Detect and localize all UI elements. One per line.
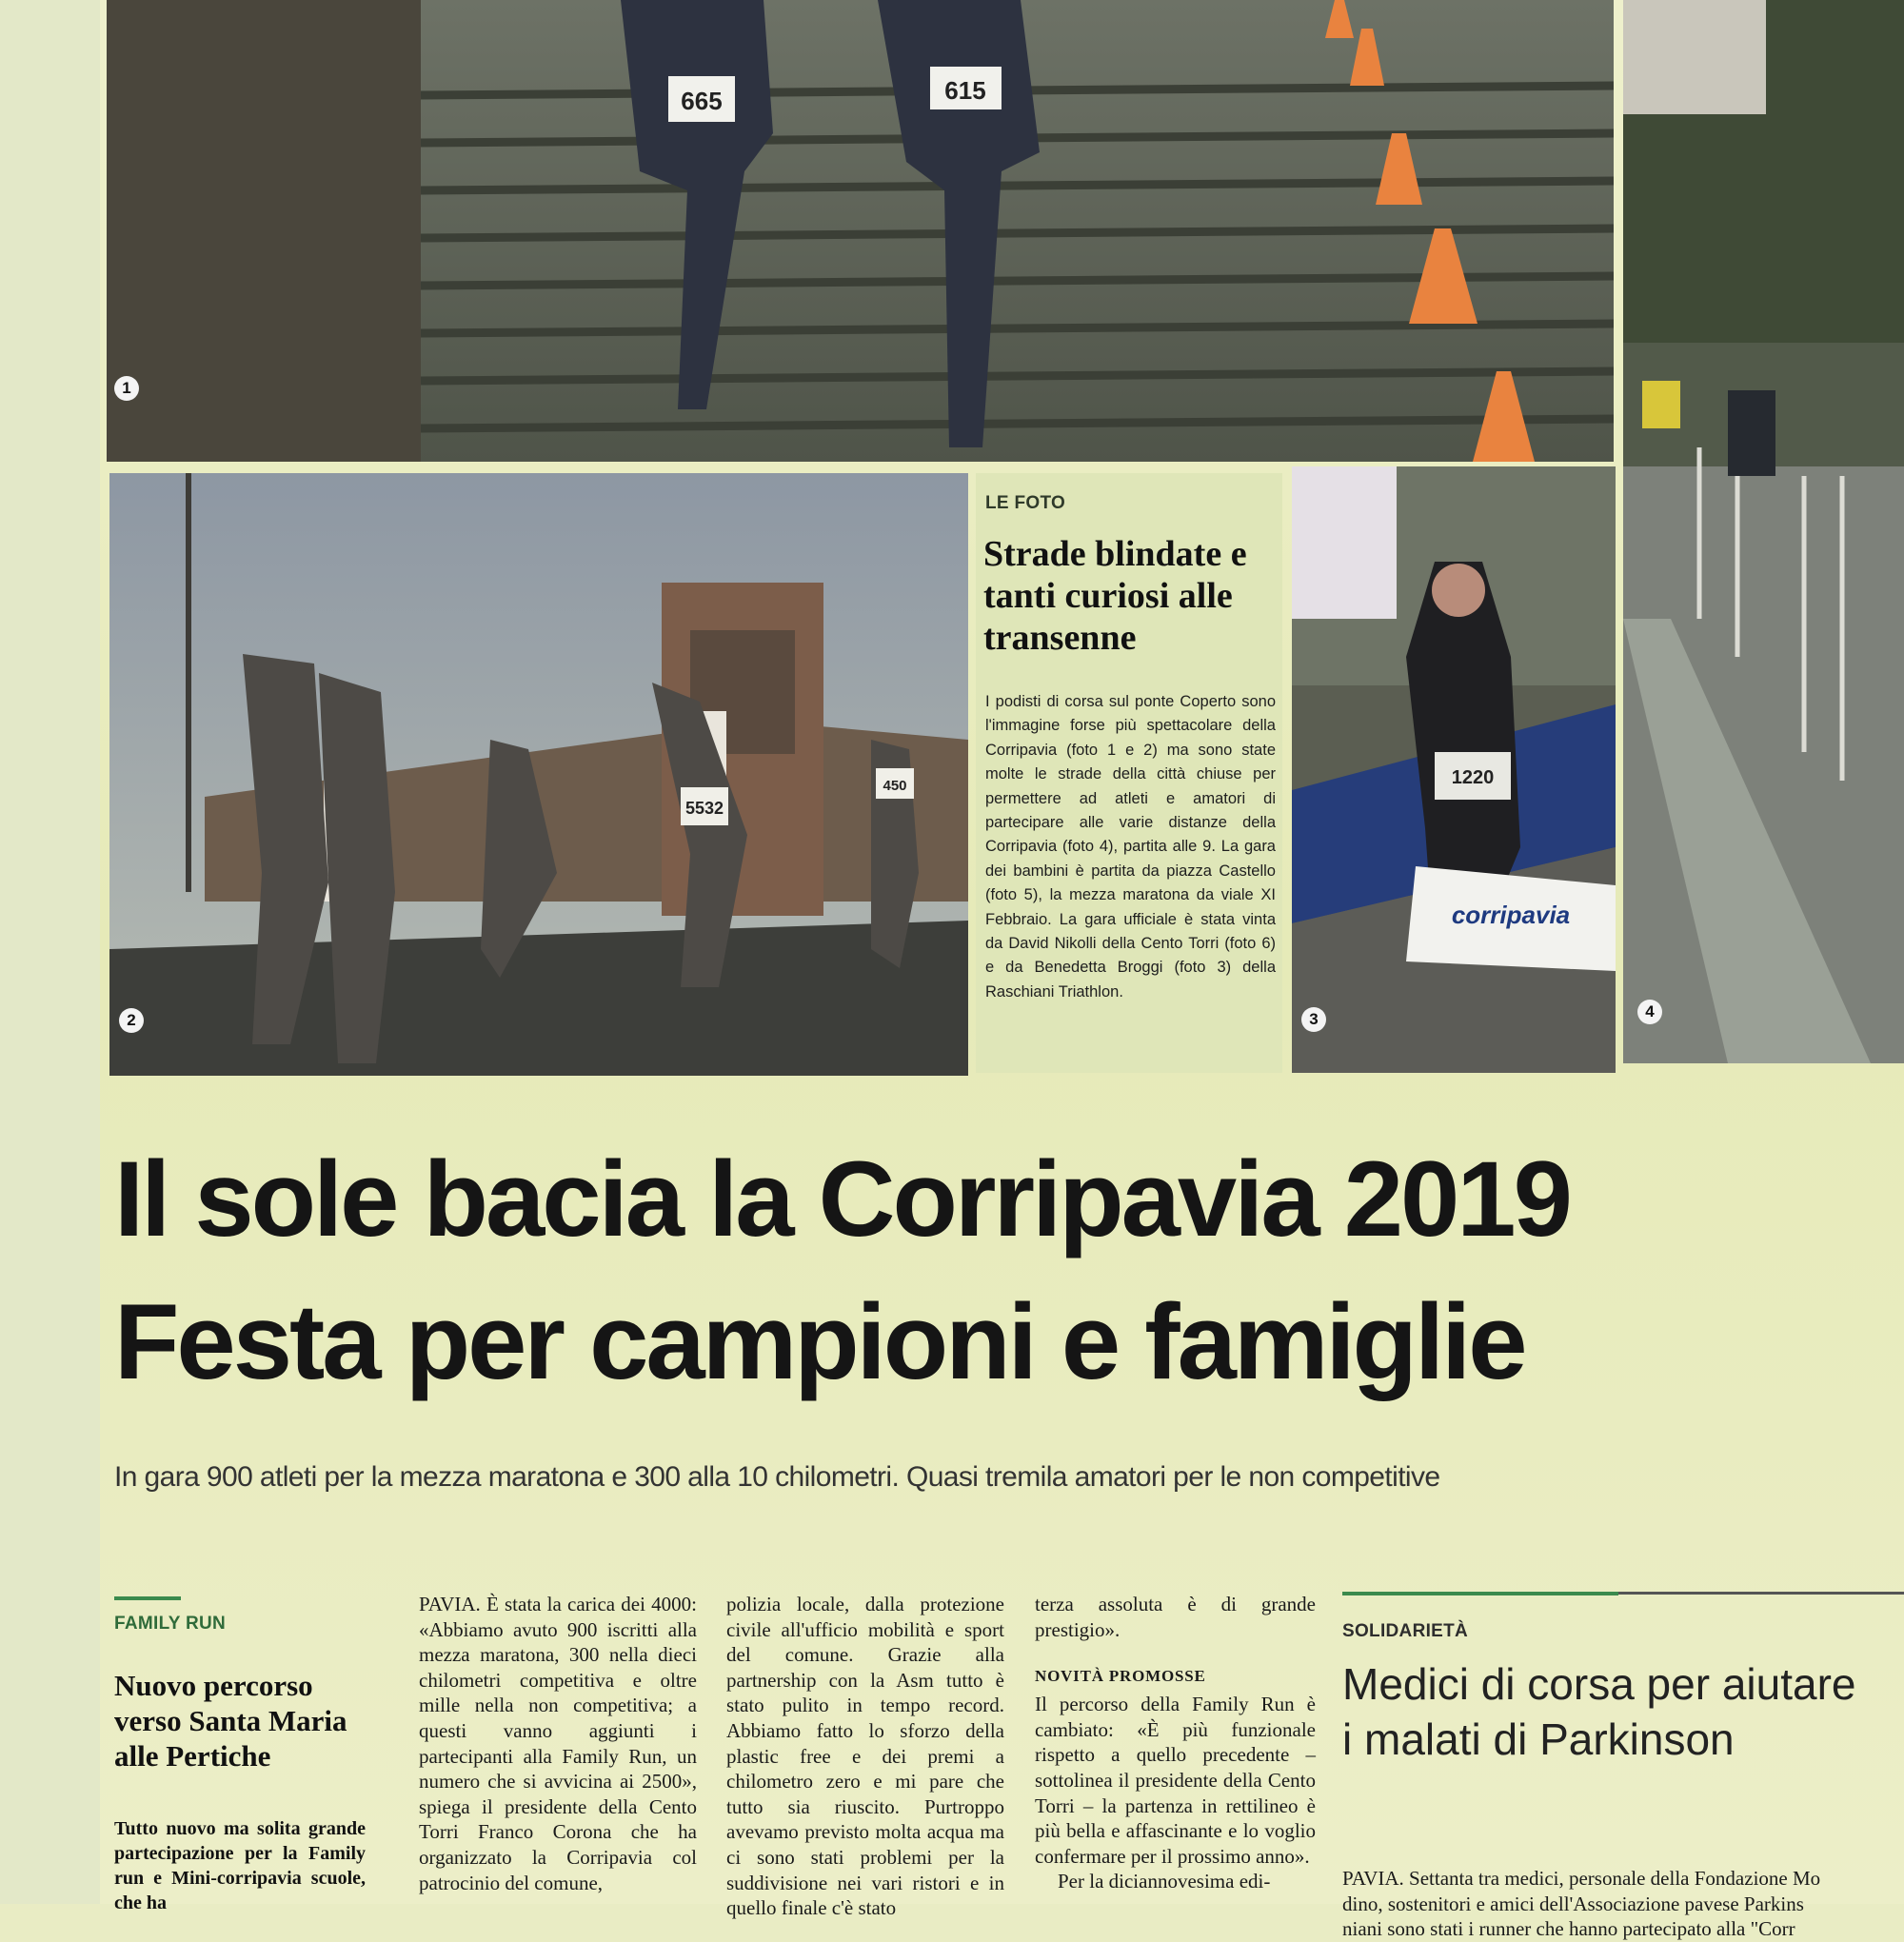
- article-column-2: [726, 1592, 1004, 1921]
- photo-1-bridge-runners: [107, 0, 1614, 462]
- photo-2-bib-b: 450: [883, 778, 907, 794]
- solidarity-body-line-1: PAVIA. Settanta tra medici, personale della Fondazione Mo: [1342, 1867, 1821, 1890]
- solidarity-rule-green: [1342, 1592, 1618, 1595]
- photo-2-bib-a: 5532: [684, 799, 724, 818]
- article-col3-subheading: NOVITÀ PROMOSSE: [1035, 1667, 1206, 1686]
- family-run-title: Nuovo percorso verso Santa Maria alle Pertiche: [114, 1669, 347, 1773]
- solidarity-rule-grey: [1618, 1592, 1904, 1595]
- family-run-rule: [114, 1596, 181, 1600]
- solidarity-kicker: SOLIDARIETÀ: [1342, 1621, 1469, 1641]
- photo-3-banner: corripavia: [1451, 901, 1571, 929]
- article-column-3: [1035, 1592, 1316, 1894]
- headline-line-2: Festa per campioni e famiglie: [114, 1282, 1525, 1401]
- article-column-1: [419, 1592, 697, 1895]
- caption-kicker: LE FOTO: [985, 493, 1066, 513]
- solidarity-title: [1342, 1656, 1904, 1767]
- photo-3-finish-line: [1292, 466, 1616, 1073]
- photo-3-bib: 1220: [1451, 767, 1495, 788]
- photo-1-bib-b: 615: [944, 76, 986, 105]
- headline-line-1: Il sole bacia la Corripavia 2019: [114, 1139, 1570, 1258]
- photo-2-ponte-coperto: [109, 473, 968, 1076]
- solidarity-body-line-3: niani sono stati i runner che hanno partecipato alla "Corr: [1342, 1917, 1795, 1941]
- caption-title: Strade blindate e tanti curiosi alle transenne: [983, 534, 1247, 658]
- subheadline: In gara 900 atleti per la mezza maratona e 300 alla 10 chilometri. Quasi tremila amatori per le non competitive: [114, 1461, 1440, 1493]
- article-col1-text: PAVIA. È stata la carica dei 4000: «Abbiamo avuto 900 iscritti alla mezza maratona, 300 nella dieci chilometri competitiva e oltre mille nella non competitiva; a questi vanno aggiunti i partecipanti alla Family Run, un numero che si avvicina ai 2500», spiega il presidente della Cento Torri Franco Corona che ha organizzato la Corripavia col patrocinio del comune,: [419, 1593, 697, 1894]
- solidarity-title-line-2: i malati di Parkinson: [1342, 1714, 1735, 1764]
- family-run-body: Tutto nuovo ma solita grande partecipazione per la Family run e Mini-corripavia scuole, che ha: [114, 1818, 366, 1913]
- article-col2-text: polizia locale, dalla protezione civile all'ufficio mobilità e sport del comune. Grazie alla partnership con la Asm tutto è stato pulito in tempo record. Abbiamo fatto lo sforzo della plastic free e dei premi a chilometro zero e mi pare che tutto sia riuscito. Purtroppo avevamo previsto molta acqua ma ci sono stati problemi per la suddivisione nei vari ristori e in quello finale c'è stato: [726, 1593, 1004, 1920]
- article-col3-tail: Per la diciannovesima edi-: [1058, 1870, 1271, 1893]
- caption-body: I podisti di corsa sul ponte Coperto sono l'immagine forse più spettacolare della Corripavia (foto 1 e 2) ma sono state molte le strade della città chiuse per permettere ad atleti e amatori di partecipare alle varie distanze della Corripavia (foto 4), partita alle 9. La gara dei bambini è partita da piazza Castello (foto 5), la mezza maratona da viale XI Febbraio. La gara ufficiale è stata vinta da David Nikolli della Cento Torri (foto 6) e da Benedetta Broggi (foto 3) della Raschiani Triathlon.: [985, 693, 1276, 1001]
- photo-1-bib-a: 665: [681, 87, 723, 115]
- solidarity-title-line-1: Medici di corsa per aiutare: [1342, 1659, 1856, 1709]
- photo-3-number: 3: [1301, 1007, 1326, 1032]
- photo-1-number: 1: [114, 376, 139, 401]
- photo-4-number: 4: [1637, 1000, 1662, 1024]
- family-run-kicker: FAMILY RUN: [114, 1614, 227, 1634]
- article-col3-body: Il percorso della Family Run è cambiato: «È più funzionale rispetto a quello precedente – sottolinea il presidente della Cento Torri – la partenza in rettilineo è più bella e affascinante e lo voglio confermare per il prossimo anno».: [1035, 1693, 1316, 1868]
- photo-2-number: 2: [119, 1008, 144, 1033]
- solidarity-body-line-2: dino, sostenitori e amici dell'Associazione pavese Parkins: [1342, 1892, 1804, 1915]
- photo-4-barriers: [1623, 0, 1904, 1063]
- page-margin: [0, 0, 100, 1904]
- article-col3-intro: terza assoluta è di grande prestigio».: [1035, 1593, 1316, 1641]
